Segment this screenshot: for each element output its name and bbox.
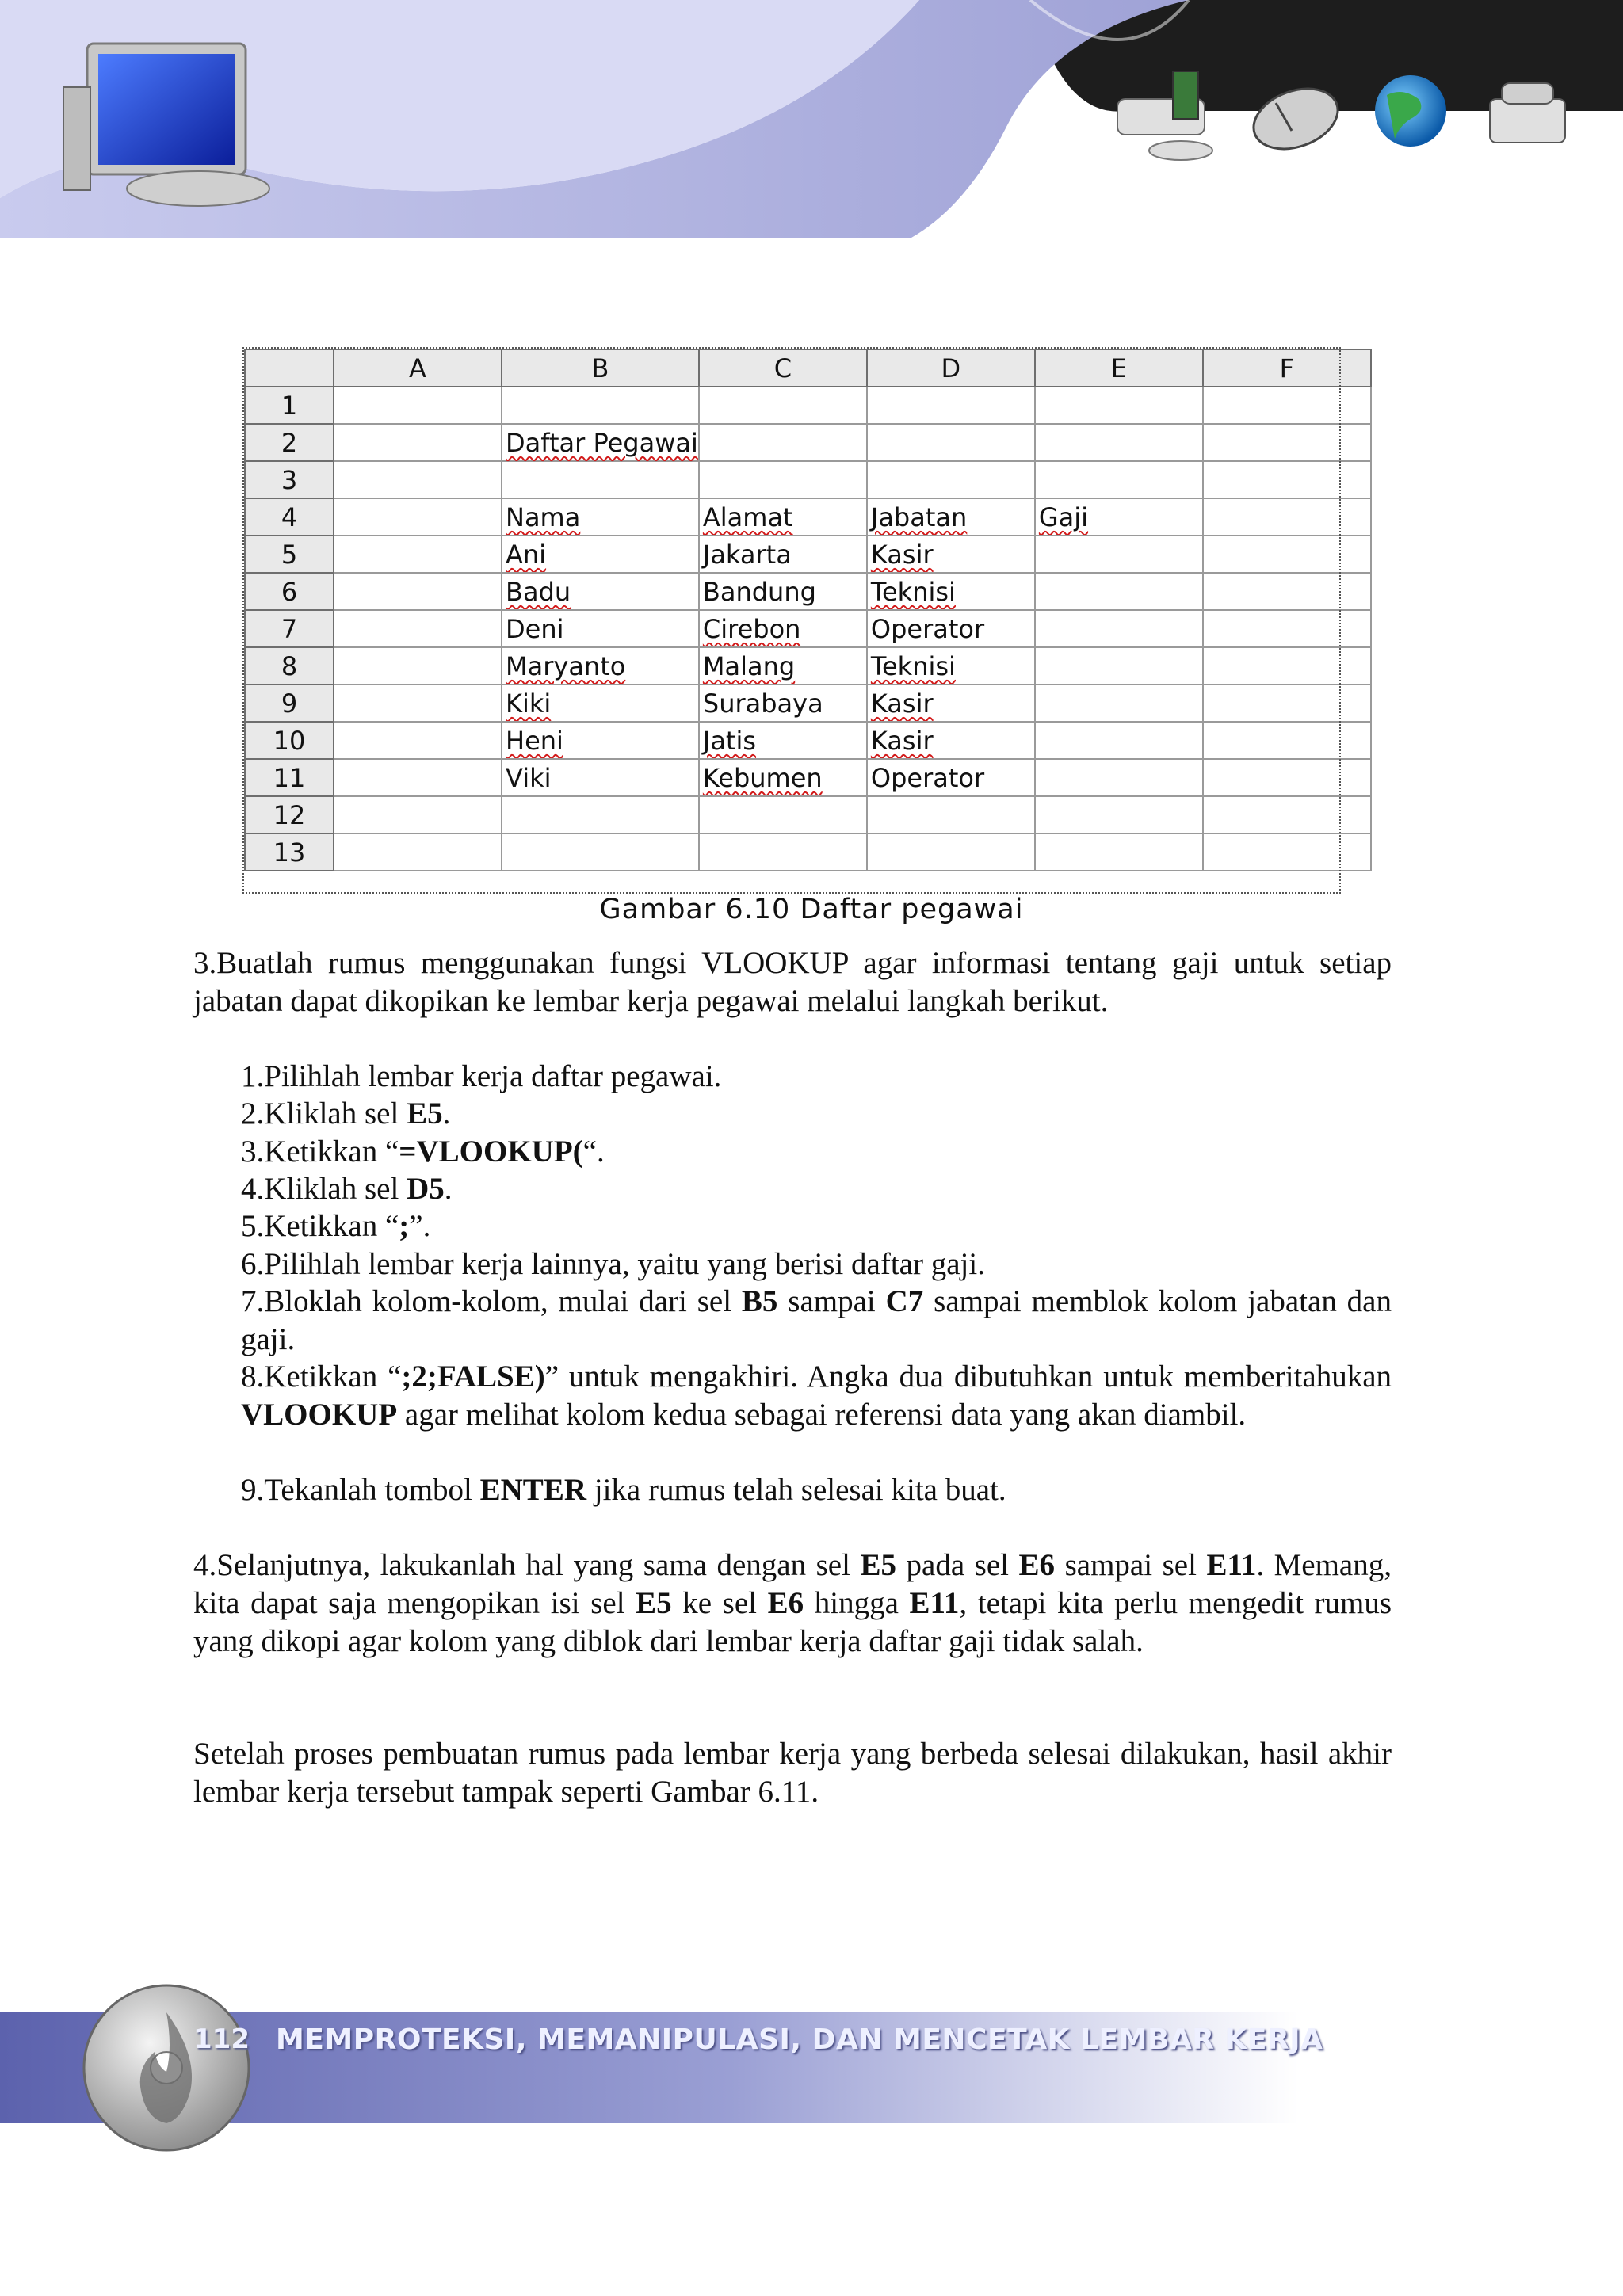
step-text: sampai memblok kolom jabatan dan gaji.	[241, 1284, 1392, 1356]
cell	[699, 722, 867, 759]
cell	[1203, 461, 1371, 498]
table-row	[245, 461, 1371, 498]
table-row	[245, 685, 1371, 722]
cell-text: Jatis	[702, 725, 757, 756]
column-header: B	[502, 349, 699, 387]
table-row	[245, 424, 1371, 461]
telephone-icon	[1490, 83, 1565, 143]
column-header: C	[699, 349, 867, 387]
cell-text: Heni	[506, 725, 563, 756]
cell	[699, 424, 867, 461]
cell	[1035, 461, 1203, 498]
cell	[867, 796, 1035, 833]
cell	[1203, 685, 1371, 722]
header-nama: Nama	[506, 502, 581, 532]
cell	[1203, 424, 1371, 461]
step-text: ”.	[409, 1209, 431, 1243]
column-header: E	[1035, 349, 1203, 387]
table-row	[245, 759, 1371, 796]
row-header: 11	[245, 759, 334, 796]
step-text: agar melihat kolom kedua sebagai referensi data yang akan diambil.	[397, 1398, 1247, 1432]
cell	[1203, 498, 1371, 536]
cell	[1035, 833, 1203, 871]
cell	[867, 833, 1035, 871]
cell-text: Cirebon	[702, 613, 801, 644]
step-9	[241, 1471, 1392, 1509]
cell	[699, 610, 867, 647]
cell	[502, 833, 699, 871]
step-bold: =VLOOKUP(	[399, 1135, 583, 1169]
employee-table	[244, 349, 1372, 871]
step-7	[241, 1283, 1392, 1359]
cell	[1203, 387, 1371, 424]
table-row	[245, 498, 1371, 536]
cell	[1035, 573, 1203, 610]
cell	[334, 573, 502, 610]
step-bold: E5	[407, 1097, 443, 1131]
cell	[1035, 796, 1203, 833]
para-text: hingga	[804, 1586, 910, 1620]
cell	[334, 796, 502, 833]
cell: Surabaya	[699, 685, 867, 722]
step-text: 2.Kliklah sel	[241, 1097, 407, 1131]
row-header: 1	[245, 387, 334, 424]
para-bold: E11	[1206, 1548, 1257, 1582]
row-header: 3	[245, 461, 334, 498]
step-bold: ENTER	[479, 1473, 586, 1507]
cell	[1035, 685, 1203, 722]
cell	[1203, 759, 1371, 796]
cell	[867, 722, 1035, 759]
table-row	[245, 722, 1371, 759]
cell-text: Kasir	[870, 539, 934, 570]
cell	[699, 387, 867, 424]
sheet-title: Daftar Pegawai	[506, 427, 698, 458]
step-text: 4.Kliklah sel	[241, 1172, 407, 1206]
cell	[867, 461, 1035, 498]
disc-logo-icon	[79, 1981, 254, 2155]
cell	[1203, 647, 1371, 685]
page-number: 112	[193, 2023, 250, 2055]
chapter-title: MEMPROTEKSI, MEMANIPULASI, DAN MENCETAK LEMBAR KERJA	[276, 2023, 1323, 2056]
cell	[699, 498, 867, 536]
row-header: 5	[245, 536, 334, 573]
cell	[1035, 647, 1203, 685]
cell	[334, 722, 502, 759]
cell	[699, 647, 867, 685]
cell	[867, 573, 1035, 610]
row-header: 13	[245, 833, 334, 871]
cell	[1035, 498, 1203, 536]
cell	[867, 536, 1035, 573]
step-4	[241, 1170, 1392, 1208]
cell	[502, 424, 699, 461]
header-decoration	[0, 0, 1623, 238]
cell	[502, 722, 699, 759]
cell: Jakarta	[699, 536, 867, 573]
step-bold: ;2;FALSE)	[401, 1360, 545, 1394]
cell	[334, 685, 502, 722]
column-header: A	[334, 349, 502, 387]
step-text: .	[442, 1097, 451, 1131]
cell	[502, 573, 699, 610]
step-1: 1.Pilihlah lembar kerja daftar pegawai.	[241, 1059, 722, 1093]
closing-paragraph: Setelah proses pembuatan rumus pada lembar kerja yang berbeda selesai dilakukan, hasil akhir lembar kerja tersebut tampak seperti Gambar 6.11.	[193, 1737, 1392, 1809]
cell	[502, 387, 699, 424]
corner-cell	[245, 349, 334, 387]
spreadsheet-figure	[244, 349, 1372, 871]
cell	[334, 833, 502, 871]
table-row	[245, 647, 1371, 685]
cell: Operator	[867, 610, 1035, 647]
cell-text: Kasir	[870, 725, 934, 756]
header-gaji: Gaji	[1038, 502, 1089, 532]
cell	[867, 387, 1035, 424]
header-jabatan: Jabatan	[870, 502, 968, 532]
cell	[334, 498, 502, 536]
step-5	[241, 1207, 1392, 1245]
cell	[334, 610, 502, 647]
cell	[502, 796, 699, 833]
step-text: 7.Bloklah kolom-kolom, mulai dari sel	[241, 1284, 742, 1318]
step-bold: B5	[741, 1284, 778, 1318]
cell	[1035, 722, 1203, 759]
header-alamat: Alamat	[702, 502, 793, 532]
step-text: sampai	[777, 1284, 886, 1318]
para-text: . Memang, kita dapat saja mengopikan isi sel	[193, 1548, 1392, 1620]
cell	[334, 424, 502, 461]
intro-paragraph: 3.Buatlah rumus menggunakan fungsi VLOOKUP agar informasi tentang gaji untuk setiap jabatan dapat dikopikan ke lembar kerja pegawai melalui langkah berikut.	[193, 946, 1392, 1018]
cell	[502, 536, 699, 573]
cell: Bandung	[699, 573, 867, 610]
cell-text: Kebumen	[702, 762, 823, 793]
step-2	[241, 1095, 1392, 1133]
cell	[1035, 424, 1203, 461]
para-bold: E11	[909, 1586, 960, 1620]
cell	[699, 759, 867, 796]
step-3	[241, 1133, 1392, 1171]
column-header: D	[867, 349, 1035, 387]
cell	[334, 461, 502, 498]
cell-text: Maryanto	[506, 650, 626, 681]
row-header: 8	[245, 647, 334, 685]
para-text: pada sel	[896, 1548, 1019, 1582]
cell	[867, 685, 1035, 722]
step-text: ” untuk mengakhiri. Angka dua dibutuhkan untuk memberitahukan	[544, 1360, 1392, 1394]
para-bold: E6	[1018, 1548, 1056, 1582]
row-header: 4	[245, 498, 334, 536]
step-text: 9.Tekanlah tombol	[241, 1473, 480, 1507]
row-header: 9	[245, 685, 334, 722]
globe-icon	[1375, 75, 1446, 147]
cell-text: Teknisi	[870, 650, 956, 681]
cell	[1203, 722, 1371, 759]
step-text: “.	[582, 1135, 605, 1169]
cell	[502, 461, 699, 498]
row-header: 6	[245, 573, 334, 610]
cell	[1203, 610, 1371, 647]
step-8	[241, 1358, 1392, 1434]
step-6: 6.Pilihlah lembar kerja lainnya, yaitu yang berisi daftar gaji.	[241, 1247, 985, 1281]
cell	[699, 461, 867, 498]
cell	[867, 498, 1035, 536]
step-text: 8.Ketikkan “	[241, 1360, 402, 1394]
column-header: F	[1203, 349, 1371, 387]
para-text: , tetapi kita perlu mengedit rumus yang dikopi agar kolom yang diblok dari lembar kerja daftar gaji tidak salah.	[193, 1586, 1392, 1658]
cell: Deni	[502, 610, 699, 647]
table-row	[245, 536, 1371, 573]
cell	[334, 387, 502, 424]
step-text: 5.Ketikkan “	[241, 1209, 399, 1243]
para-bold: E5	[636, 1586, 672, 1620]
cell	[1035, 536, 1203, 573]
row-header: 7	[245, 610, 334, 647]
step-text: 3.Ketikkan “	[241, 1135, 399, 1169]
table-row	[245, 573, 1371, 610]
row-header: 2	[245, 424, 334, 461]
cell	[699, 796, 867, 833]
cell	[867, 424, 1035, 461]
cell	[334, 536, 502, 573]
cell-text: Malang	[702, 650, 796, 681]
cell	[502, 647, 699, 685]
row-header: 10	[245, 722, 334, 759]
cell	[867, 647, 1035, 685]
table-row	[245, 833, 1371, 871]
step-bold: ;	[399, 1209, 410, 1243]
cell	[1203, 573, 1371, 610]
step-bold: D5	[407, 1172, 445, 1206]
paragraph-4	[193, 1547, 1392, 1661]
para-text: ke sel	[671, 1586, 768, 1620]
step-text: jika rumus telah selesai kita buat.	[586, 1473, 1006, 1507]
cell	[1035, 387, 1203, 424]
figure-caption: Gambar 6.10 Daftar pegawai	[599, 894, 1024, 925]
cell	[1035, 759, 1203, 796]
cell	[502, 498, 699, 536]
cell-text: Kasir	[870, 688, 934, 719]
table-row	[245, 610, 1371, 647]
cell	[1203, 796, 1371, 833]
step-bold: C7	[885, 1284, 924, 1318]
cell-text: Ani	[506, 539, 547, 570]
para-bold: E5	[860, 1548, 896, 1582]
cell: Viki	[502, 759, 699, 796]
cell-text: Kiki	[506, 688, 552, 719]
para-text: sampai sel	[1055, 1548, 1207, 1582]
cell	[1035, 610, 1203, 647]
cell: Operator	[867, 759, 1035, 796]
cell	[502, 685, 699, 722]
cell-text: Badu	[506, 576, 571, 607]
step-bold: VLOOKUP	[241, 1398, 398, 1432]
para-bold: E6	[767, 1586, 804, 1620]
table-row	[245, 387, 1371, 424]
cell	[699, 833, 867, 871]
cell	[334, 759, 502, 796]
row-header: 12	[245, 796, 334, 833]
cell	[1203, 536, 1371, 573]
cell	[1203, 833, 1371, 871]
cell	[334, 647, 502, 685]
table-row	[245, 796, 1371, 833]
column-header-row	[245, 349, 1371, 387]
para-text: 4.Selanjutnya, lakukanlah hal yang sama dengan sel	[193, 1548, 861, 1582]
cell-text: Teknisi	[870, 576, 956, 607]
step-text: .	[444, 1172, 453, 1206]
